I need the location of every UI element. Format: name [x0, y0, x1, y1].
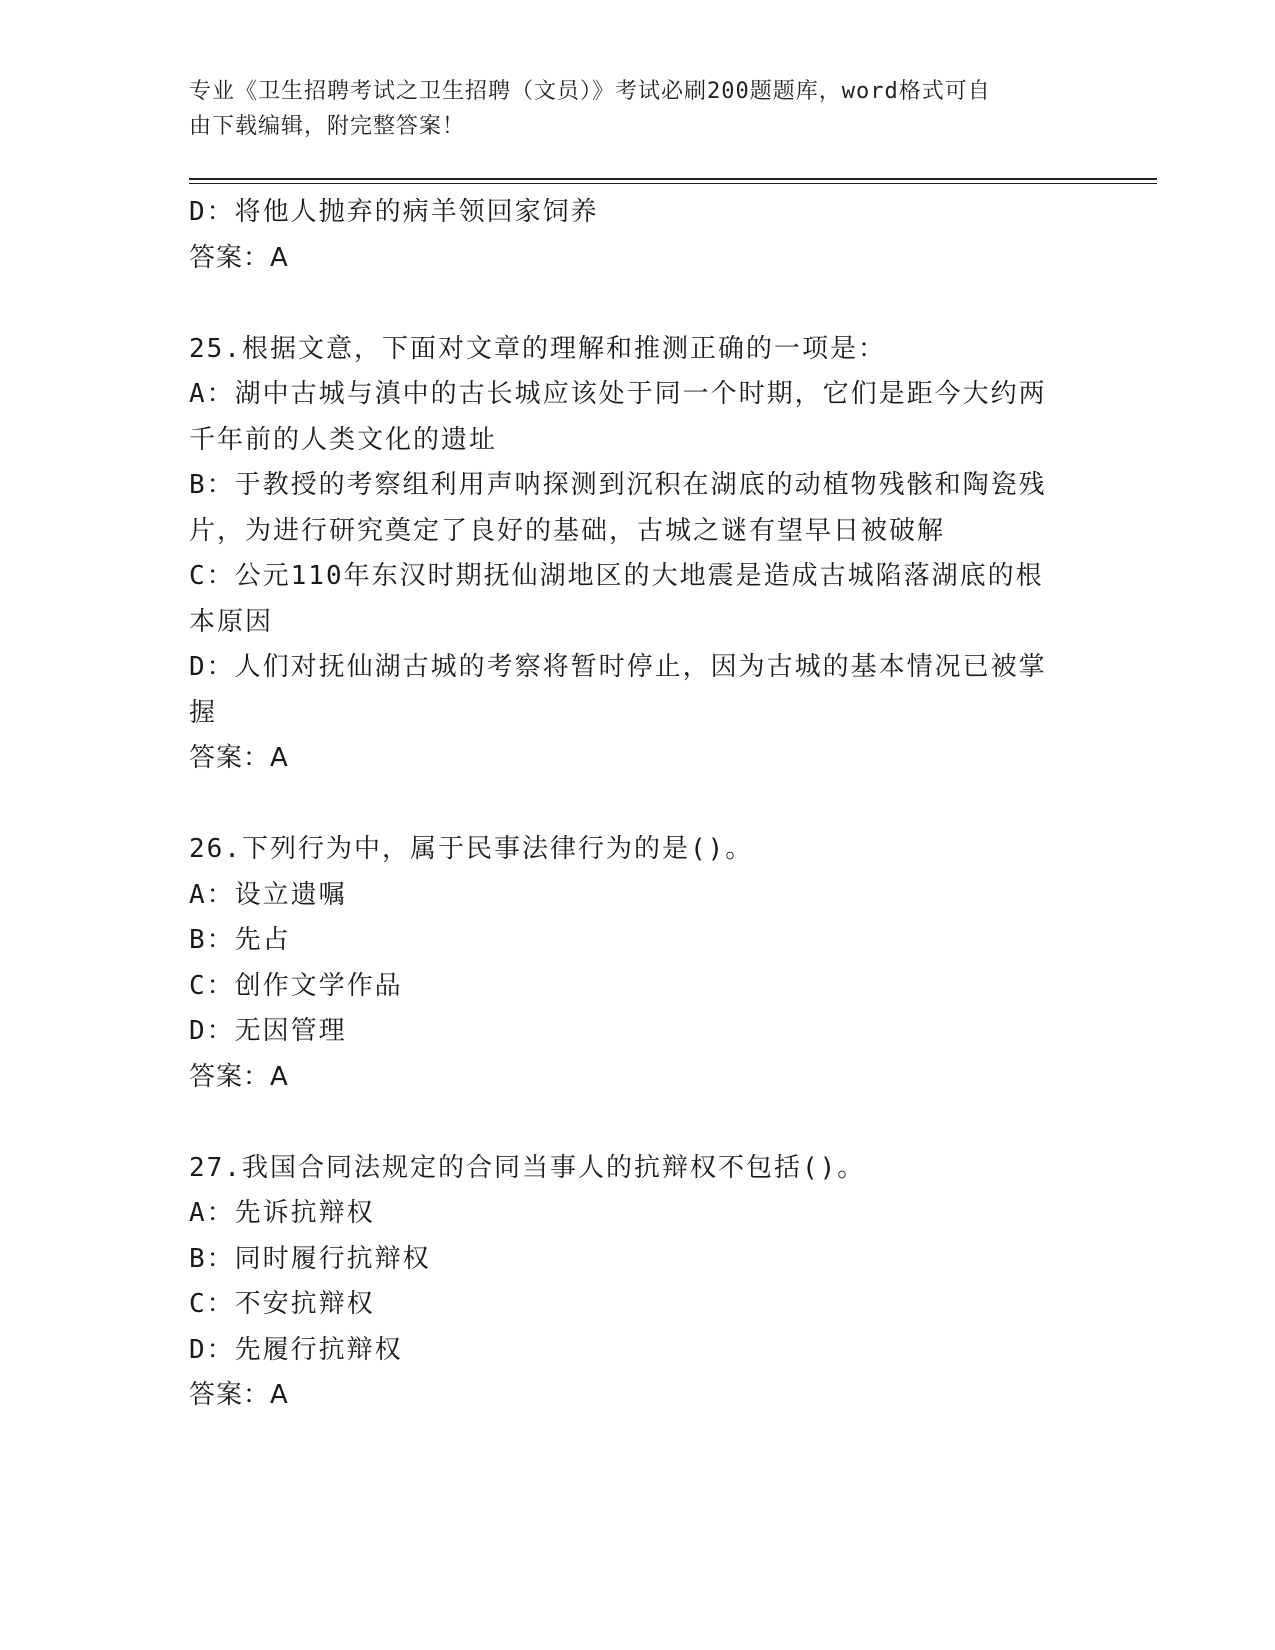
prev-option-d: D：将他人抛弃的病羊领回家饲养 [189, 197, 599, 227]
question-26-option-d: D：无因管理 [189, 1016, 347, 1046]
question-27-option-d: D：先履行抗辩权 [189, 1334, 403, 1365]
header-rule-thick [189, 178, 1157, 180]
question-25 [189, 327, 1089, 782]
question-25-option-a-line-1: A：湖中古城与滇中的古长城应该处于同一个时期，它们是距今大约两 [189, 379, 1047, 409]
header-line-2: 由下载编辑，附完整答案！ [189, 114, 466, 139]
question-25-option-d-line-2: 握 [189, 697, 218, 728]
question-25-option-a-line-2: 千年前的人类文化的遗址 [189, 424, 498, 455]
spacer [189, 281, 1089, 327]
question-27-option-a: A：先诉抗辩权 [189, 1198, 375, 1228]
question-26-answer: 答案：A [189, 1061, 289, 1092]
spacer [189, 1100, 1089, 1146]
question-25-option-d-line-1: D：人们对抚仙湖古城的考察将暂时停止，因为古城的基本情况已被掌 [189, 652, 1047, 682]
question-25-option-c-line-1: C：公元110年东汉时期抚仙湖地区的大地震是造成古城陷落湖底的根 [189, 561, 1044, 591]
question-25-stem: 25.根据文意，下面对文章的理解和推测正确的一项是： [189, 333, 886, 364]
question-27-answer: 答案：A [189, 1380, 289, 1410]
question-27-option-c: C：不安抗辩权 [189, 1289, 375, 1319]
question-26-option-c: C：创作文学作品 [189, 970, 403, 1001]
question-26-stem: 26.下列行为中，属于民事法律行为的是()。 [189, 834, 754, 864]
question-25-option-b-line-1: B：于教授的考察组利用声呐探测到沉积在湖底的动植物残骸和陶瓷残 [189, 470, 1047, 500]
question-27-option-b: B：同时履行抗辩权 [189, 1243, 431, 1274]
spacer [189, 782, 1089, 828]
question-27-stem: 27.我国合同法规定的合同当事人的抗辩权不包括()。 [189, 1152, 866, 1183]
header-rule-thin [189, 183, 1157, 184]
question-25-answer: 答案：A [189, 743, 289, 773]
question-25-option-c-line-2: 本原因 [189, 606, 274, 637]
question-content [189, 190, 1089, 1419]
prev-answer: 答案：A [189, 242, 289, 273]
question-25-option-b-line-2: 片，为进行研究奠定了良好的基础，古城之谜有望早日被破解 [189, 515, 946, 546]
page-header [189, 74, 1089, 144]
header-line-1: 专业《卫生招聘考试之卫生招聘（文员）》考试必刷200题题库，word格式可自 [189, 79, 991, 104]
question-26-option-a: A：设立遗嘱 [189, 879, 347, 910]
question-26 [189, 827, 1089, 1100]
question-26-option-b: B：先占 [189, 925, 291, 955]
question-27 [189, 1146, 1089, 1419]
